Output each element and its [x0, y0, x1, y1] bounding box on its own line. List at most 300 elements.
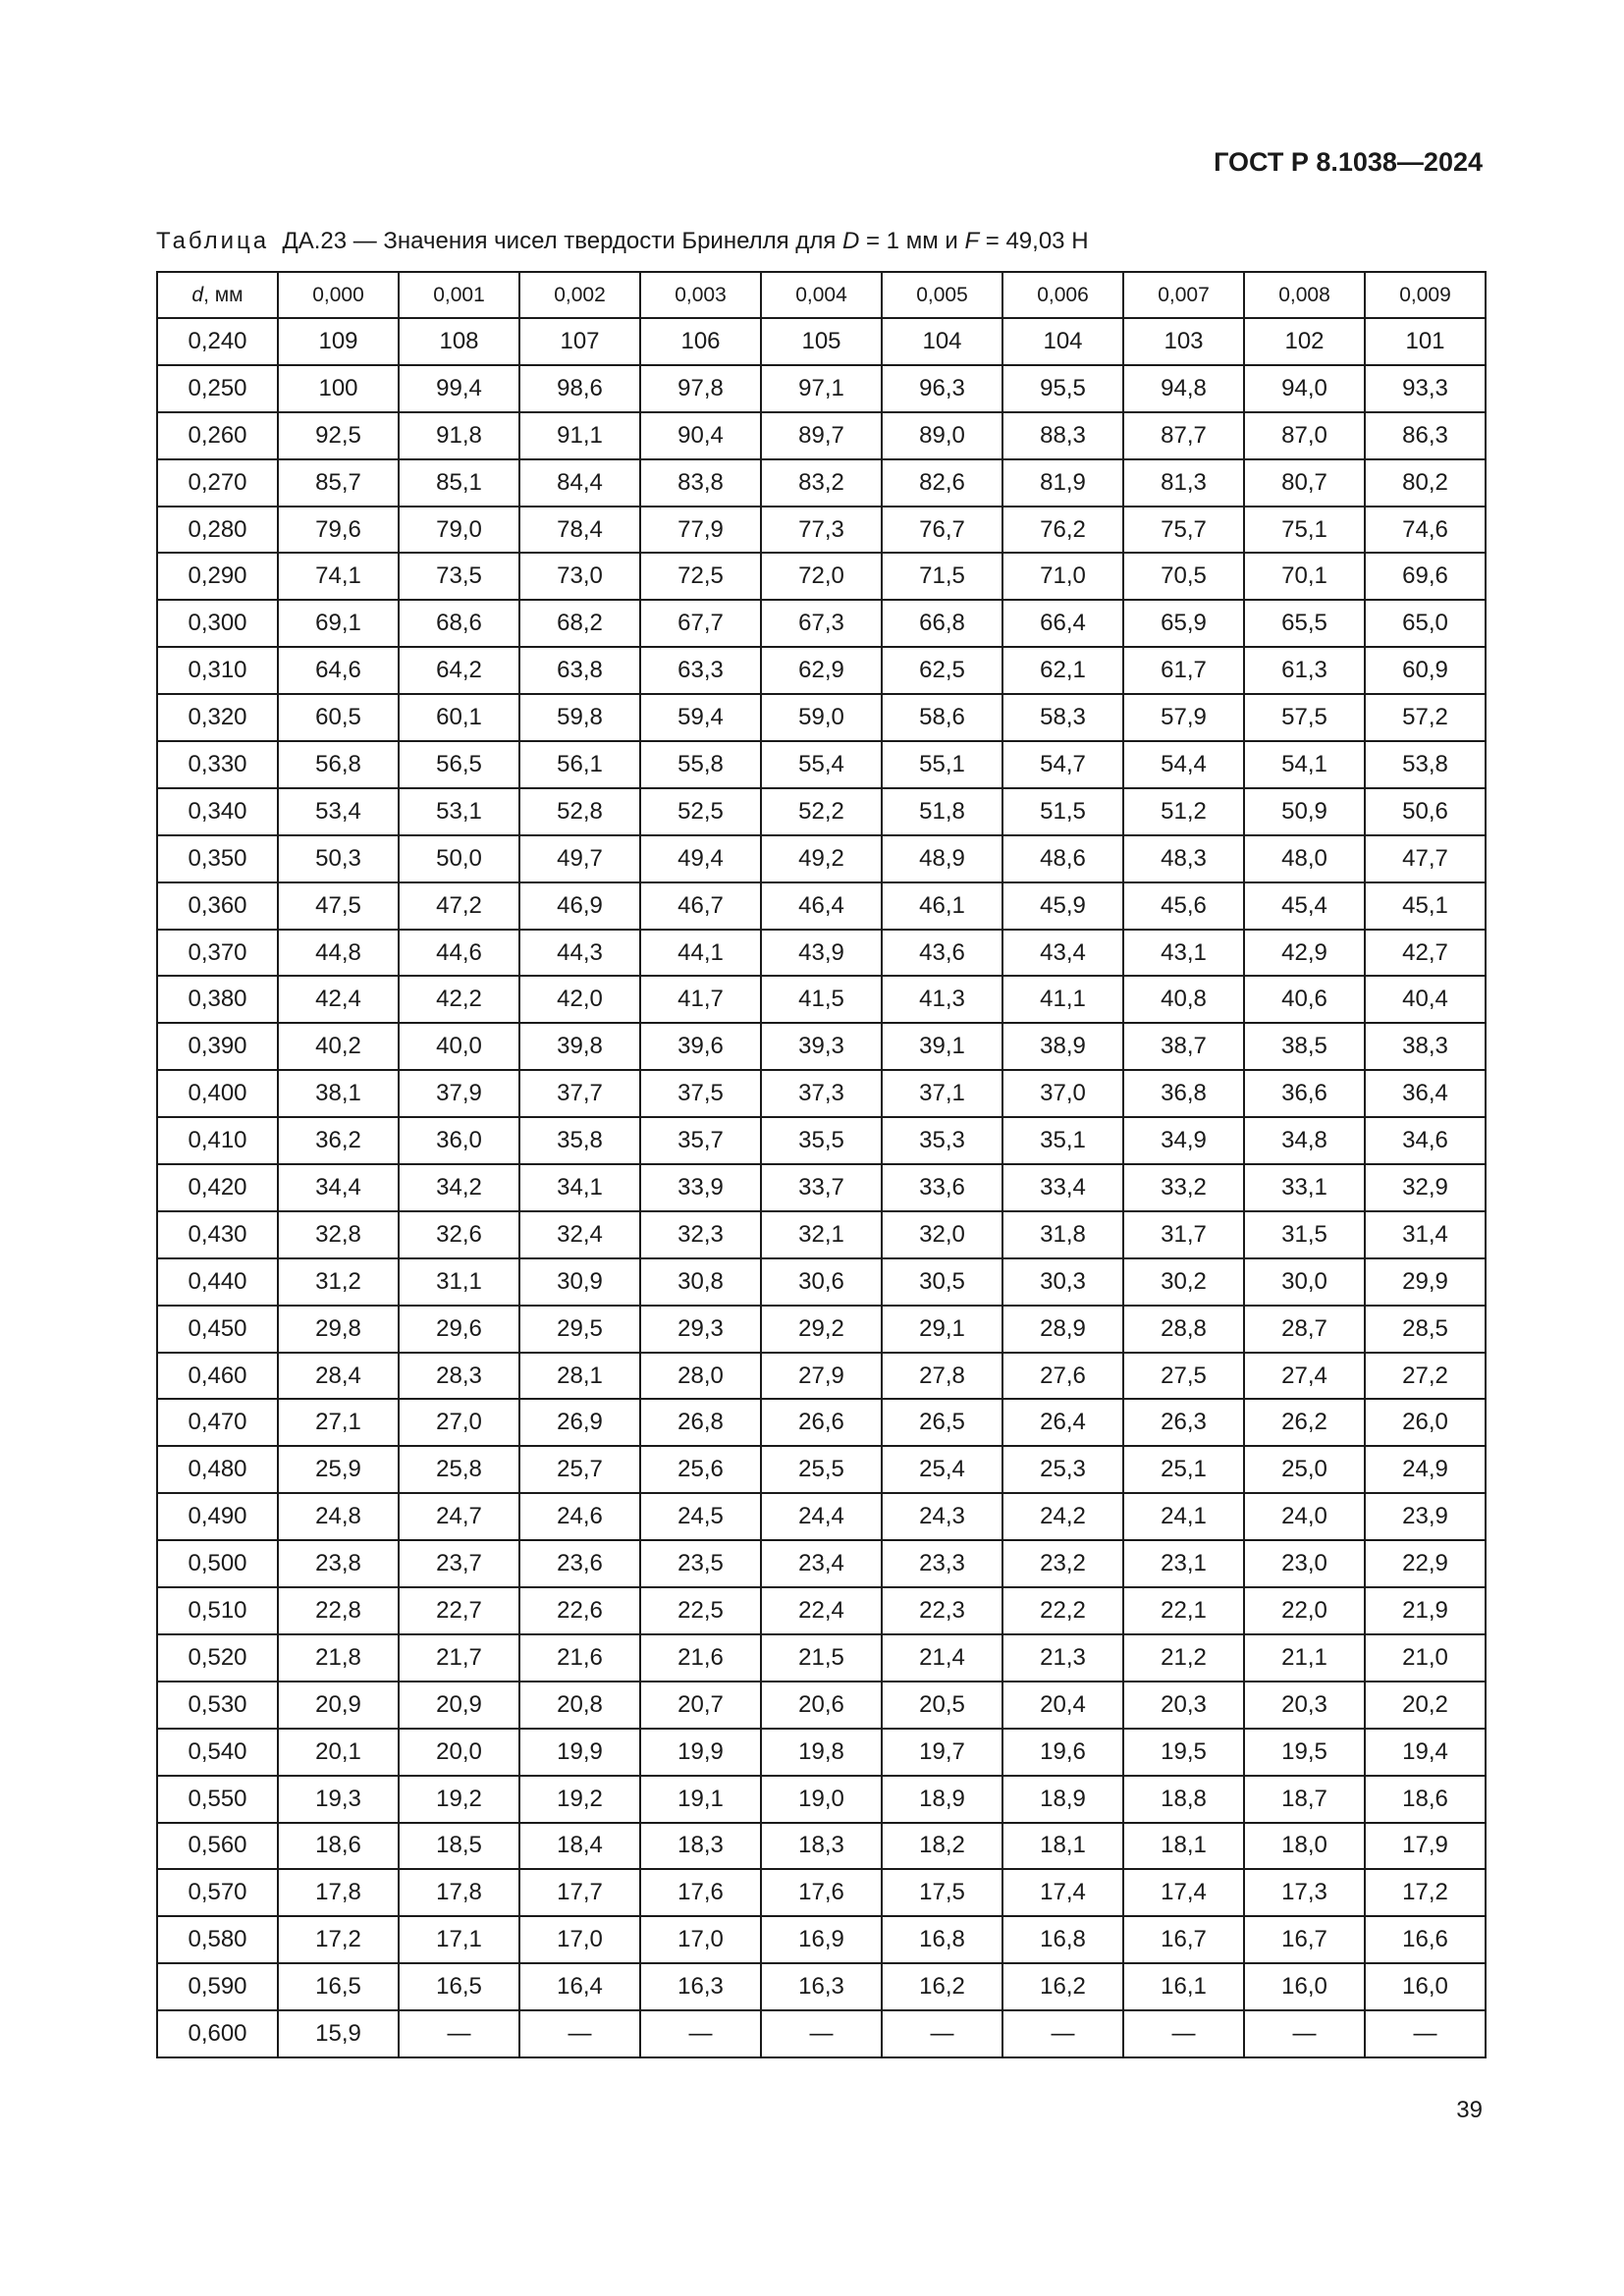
- table-cell: 24,5: [640, 1493, 761, 1540]
- table-cell: 49,2: [761, 835, 882, 882]
- table-cell: 83,8: [640, 459, 761, 507]
- table-row: [157, 694, 1486, 741]
- table-cell: 16,8: [1002, 1916, 1123, 1963]
- table-cell: 25,5: [761, 1446, 882, 1493]
- table-row: [157, 507, 1486, 554]
- table-cell: —: [519, 2010, 640, 2057]
- table-cell: 21,7: [399, 1634, 519, 1682]
- row-header-d: 0,250: [157, 365, 278, 412]
- table-cell: 25,8: [399, 1446, 519, 1493]
- table-cell: 47,7: [1365, 835, 1486, 882]
- table-cell: 22,4: [761, 1587, 882, 1634]
- table-cell: 55,4: [761, 741, 882, 788]
- table-cell: 68,2: [519, 600, 640, 647]
- table-cell: 18,7: [1244, 1776, 1365, 1823]
- table-cell: 20,0: [399, 1729, 519, 1776]
- table-row: [157, 835, 1486, 882]
- table-cell: 75,1: [1244, 507, 1365, 554]
- table-cell: 50,0: [399, 835, 519, 882]
- table-row: [157, 1070, 1486, 1117]
- table-cell: 88,3: [1002, 412, 1123, 459]
- table-cell: 74,6: [1365, 507, 1486, 554]
- table-cell: 31,4: [1365, 1211, 1486, 1258]
- table-cell: 16,5: [399, 1963, 519, 2010]
- table-cell: 60,1: [399, 694, 519, 741]
- table-cell: 34,4: [278, 1164, 399, 1211]
- table-cell: 35,3: [882, 1117, 1002, 1164]
- table-cell: 17,2: [278, 1916, 399, 1963]
- row-header-d: 0,590: [157, 1963, 278, 2010]
- table-cell: 17,0: [519, 1916, 640, 1963]
- table-cell: 25,6: [640, 1446, 761, 1493]
- table-cell: 19,6: [1002, 1729, 1123, 1776]
- table-cell: 24,7: [399, 1493, 519, 1540]
- table-row: [157, 1117, 1486, 1164]
- table-cell: 26,2: [1244, 1399, 1365, 1446]
- table-row: [157, 930, 1486, 977]
- table-cell: 16,0: [1244, 1963, 1365, 2010]
- table-cell: 70,1: [1244, 553, 1365, 600]
- table-cell: 19,9: [519, 1729, 640, 1776]
- table-cell: 27,9: [761, 1353, 882, 1400]
- table-cell: 80,2: [1365, 459, 1486, 507]
- table-cell: 45,9: [1002, 882, 1123, 930]
- table-cell: 37,3: [761, 1070, 882, 1117]
- table-cell: 51,5: [1002, 788, 1123, 835]
- table-cell: 30,0: [1244, 1258, 1365, 1306]
- table-cell: 42,4: [278, 976, 399, 1023]
- table-cell: 23,2: [1002, 1540, 1123, 1587]
- table-cell: 54,1: [1244, 741, 1365, 788]
- col-header: 0,003: [640, 272, 761, 318]
- table-cell: 19,1: [640, 1776, 761, 1823]
- table-cell: 40,4: [1365, 976, 1486, 1023]
- table-cell: 34,2: [399, 1164, 519, 1211]
- table-cell: 57,9: [1123, 694, 1244, 741]
- table-cell: 35,8: [519, 1117, 640, 1164]
- table-cell: 16,9: [761, 1916, 882, 1963]
- table-cell: 23,6: [519, 1540, 640, 1587]
- table-cell: 89,0: [882, 412, 1002, 459]
- table-cell: 73,5: [399, 553, 519, 600]
- table-cell: 17,3: [1244, 1869, 1365, 1916]
- table-cell: 18,0: [1244, 1823, 1365, 1870]
- document-header: ГОСТ Р 8.1038—2024: [1214, 147, 1483, 177]
- table-cell: 22,0: [1244, 1587, 1365, 1634]
- row-header-d: 0,570: [157, 1869, 278, 1916]
- table-cell: 46,9: [519, 882, 640, 930]
- table-cell: 109: [278, 318, 399, 365]
- table-cell: 34,9: [1123, 1117, 1244, 1164]
- table-cell: 23,3: [882, 1540, 1002, 1587]
- table-cell: 98,6: [519, 365, 640, 412]
- table-cell: 19,0: [761, 1776, 882, 1823]
- table-cell: 27,6: [1002, 1353, 1123, 1400]
- table-row: [157, 1023, 1486, 1070]
- table-cell: 17,7: [519, 1869, 640, 1916]
- table-cell: 21,8: [278, 1634, 399, 1682]
- table-cell: 23,5: [640, 1540, 761, 1587]
- table-cell: 62,5: [882, 647, 1002, 694]
- table-cell: 33,1: [1244, 1164, 1365, 1211]
- table-cell: 83,2: [761, 459, 882, 507]
- table-cell: 33,7: [761, 1164, 882, 1211]
- table-cell: 30,3: [1002, 1258, 1123, 1306]
- table-cell: 44,8: [278, 930, 399, 977]
- table-cell: 53,4: [278, 788, 399, 835]
- table-cell: 67,3: [761, 600, 882, 647]
- table-body: [157, 318, 1486, 2057]
- row-header-d: 0,380: [157, 976, 278, 1023]
- table-cell: 85,1: [399, 459, 519, 507]
- table-cell: 59,8: [519, 694, 640, 741]
- table-cell: 39,1: [882, 1023, 1002, 1070]
- table-cell: 28,4: [278, 1353, 399, 1400]
- table-cell: 18,1: [1123, 1823, 1244, 1870]
- table-cell: 104: [882, 318, 1002, 365]
- row-header-d: 0,530: [157, 1682, 278, 1729]
- table-cell: 26,8: [640, 1399, 761, 1446]
- table-cell: 20,5: [882, 1682, 1002, 1729]
- table-cell: 16,6: [1365, 1916, 1486, 1963]
- table-cell: 48,3: [1123, 835, 1244, 882]
- table-cell: 21,4: [882, 1634, 1002, 1682]
- table-cell: 31,8: [1002, 1211, 1123, 1258]
- table-cell: 23,0: [1244, 1540, 1365, 1587]
- table-cell: 61,7: [1123, 647, 1244, 694]
- table-cell: 31,7: [1123, 1211, 1244, 1258]
- table-row: [157, 741, 1486, 788]
- table-row: [157, 1682, 1486, 1729]
- table-cell: 41,3: [882, 976, 1002, 1023]
- table-cell: 97,1: [761, 365, 882, 412]
- table-cell: 64,2: [399, 647, 519, 694]
- table-cell: —: [761, 2010, 882, 2057]
- row-header-d: 0,450: [157, 1306, 278, 1353]
- table-cell: 38,1: [278, 1070, 399, 1117]
- table-cell: 21,3: [1002, 1634, 1123, 1682]
- table-cell: 24,1: [1123, 1493, 1244, 1540]
- table-row: [157, 459, 1486, 507]
- table-cell: 31,2: [278, 1258, 399, 1306]
- table-cell: 89,7: [761, 412, 882, 459]
- table-cell: 27,4: [1244, 1353, 1365, 1400]
- table-cell: 80,7: [1244, 459, 1365, 507]
- col-header: 0,008: [1244, 272, 1365, 318]
- var-f: F: [964, 228, 980, 254]
- table-cell: 47,2: [399, 882, 519, 930]
- table-cell: 18,5: [399, 1823, 519, 1870]
- table-cell: 19,9: [640, 1729, 761, 1776]
- table-cell: 37,0: [1002, 1070, 1123, 1117]
- table-cell: 19,3: [278, 1776, 399, 1823]
- table-cell: 70,5: [1123, 553, 1244, 600]
- table-cell: 20,9: [399, 1682, 519, 1729]
- table-cell: 68,6: [399, 600, 519, 647]
- row-header-d: 0,400: [157, 1070, 278, 1117]
- table-cell: 19,5: [1244, 1729, 1365, 1776]
- table-cell: 15,9: [278, 2010, 399, 2057]
- table-cell: 57,2: [1365, 694, 1486, 741]
- table-cell: 39,3: [761, 1023, 882, 1070]
- row-header-d: 0,480: [157, 1446, 278, 1493]
- row-header-d: 0,600: [157, 2010, 278, 2057]
- table-cell: 20,9: [278, 1682, 399, 1729]
- table-cell: 101: [1365, 318, 1486, 365]
- table-cell: 27,5: [1123, 1353, 1244, 1400]
- table-cell: 59,4: [640, 694, 761, 741]
- row-header-d: 0,500: [157, 1540, 278, 1587]
- table-cell: 73,0: [519, 553, 640, 600]
- table-cell: 52,5: [640, 788, 761, 835]
- table-cell: 46,1: [882, 882, 1002, 930]
- table-cell: 24,6: [519, 1493, 640, 1540]
- row-header-d: 0,360: [157, 882, 278, 930]
- table-cell: 108: [399, 318, 519, 365]
- table-cell: 22,8: [278, 1587, 399, 1634]
- table-cell: —: [1123, 2010, 1244, 2057]
- table-cell: 24,3: [882, 1493, 1002, 1540]
- row-header-d: 0,470: [157, 1399, 278, 1446]
- table-cell: 86,3: [1365, 412, 1486, 459]
- table-cell: 53,8: [1365, 741, 1486, 788]
- table-cell: 37,9: [399, 1070, 519, 1117]
- table-cell: 23,8: [278, 1540, 399, 1587]
- table-cell: 20,3: [1123, 1682, 1244, 1729]
- table-cell: 18,9: [882, 1776, 1002, 1823]
- table-cell: 46,7: [640, 882, 761, 930]
- table-cell: 62,1: [1002, 647, 1123, 694]
- row-header-d: 0,350: [157, 835, 278, 882]
- table-cell: 71,5: [882, 553, 1002, 600]
- table-cell: 35,7: [640, 1117, 761, 1164]
- row-header-d: 0,310: [157, 647, 278, 694]
- table-row: [157, 412, 1486, 459]
- table-cell: 39,8: [519, 1023, 640, 1070]
- table-cell: 81,3: [1123, 459, 1244, 507]
- page-number: 39: [1456, 2097, 1483, 2123]
- table-cell: 72,0: [761, 553, 882, 600]
- table-cell: 32,8: [278, 1211, 399, 1258]
- table-cell: 100: [278, 365, 399, 412]
- table-caption: [156, 228, 1089, 255]
- table-cell: 41,7: [640, 976, 761, 1023]
- table-cell: 66,8: [882, 600, 1002, 647]
- table-cell: 96,3: [882, 365, 1002, 412]
- table-cell: 26,0: [1365, 1399, 1486, 1446]
- table-row: [157, 1869, 1486, 1916]
- table-cell: 25,4: [882, 1446, 1002, 1493]
- table-cell: —: [1244, 2010, 1365, 2057]
- table-cell: 38,3: [1365, 1023, 1486, 1070]
- table-cell: 65,0: [1365, 600, 1486, 647]
- table-cell: 48,9: [882, 835, 1002, 882]
- table-cell: 33,4: [1002, 1164, 1123, 1211]
- table-cell: 23,9: [1365, 1493, 1486, 1540]
- table-row: [157, 1493, 1486, 1540]
- table-caption-label: Таблица: [156, 228, 270, 254]
- col-header: 0,007: [1123, 272, 1244, 318]
- row-header-d: 0,510: [157, 1587, 278, 1634]
- table-cell: 43,1: [1123, 930, 1244, 977]
- table-cell: 41,5: [761, 976, 882, 1023]
- table-header-row: [157, 272, 1486, 318]
- table-cell: 52,8: [519, 788, 640, 835]
- hardness-table-wrap: [156, 271, 1487, 2058]
- table-cell: 91,1: [519, 412, 640, 459]
- table-cell: 57,5: [1244, 694, 1365, 741]
- row-header-d: 0,330: [157, 741, 278, 788]
- table-row: [157, 318, 1486, 365]
- table-row: [157, 1306, 1486, 1353]
- table-cell: 51,8: [882, 788, 1002, 835]
- table-cell: 92,5: [278, 412, 399, 459]
- table-cell: 16,1: [1123, 1963, 1244, 2010]
- row-header-d: 0,440: [157, 1258, 278, 1306]
- table-cell: 99,4: [399, 365, 519, 412]
- row-header-d: 0,290: [157, 553, 278, 600]
- table-cell: 40,2: [278, 1023, 399, 1070]
- table-cell: 26,9: [519, 1399, 640, 1446]
- table-cell: 26,6: [761, 1399, 882, 1446]
- table-cell: 65,5: [1244, 600, 1365, 647]
- table-cell: 47,5: [278, 882, 399, 930]
- row-header-d: 0,520: [157, 1634, 278, 1682]
- table-cell: 35,1: [1002, 1117, 1123, 1164]
- table-cell: —: [1365, 2010, 1486, 2057]
- table-cell: 27,0: [399, 1399, 519, 1446]
- table-cell: 20,2: [1365, 1682, 1486, 1729]
- table-cell: 27,2: [1365, 1353, 1486, 1400]
- table-cell: 31,5: [1244, 1211, 1365, 1258]
- table-cell: 19,8: [761, 1729, 882, 1776]
- table-cell: 27,1: [278, 1399, 399, 1446]
- table-cell: 27,8: [882, 1353, 1002, 1400]
- row-header-d: 0,260: [157, 412, 278, 459]
- table-row: [157, 882, 1486, 930]
- hardness-table: [156, 271, 1487, 2058]
- table-cell: 33,2: [1123, 1164, 1244, 1211]
- table-cell: 17,4: [1123, 1869, 1244, 1916]
- table-cell: 103: [1123, 318, 1244, 365]
- table-cell: 34,1: [519, 1164, 640, 1211]
- table-cell: 50,9: [1244, 788, 1365, 835]
- table-row: [157, 1634, 1486, 1682]
- table-cell: 19,5: [1123, 1729, 1244, 1776]
- table-cell: 61,3: [1244, 647, 1365, 694]
- table-row: [157, 1353, 1486, 1400]
- table-cell: 55,1: [882, 741, 1002, 788]
- table-cell: 16,3: [761, 1963, 882, 2010]
- var-d-capital: D: [841, 228, 860, 254]
- table-cell: 25,7: [519, 1446, 640, 1493]
- table-row: [157, 1776, 1486, 1823]
- table-cell: 94,8: [1123, 365, 1244, 412]
- table-cell: 22,6: [519, 1587, 640, 1634]
- table-cell: 102: [1244, 318, 1365, 365]
- table-cell: 52,2: [761, 788, 882, 835]
- table-cell: 22,7: [399, 1587, 519, 1634]
- table-row: [157, 647, 1486, 694]
- table-cell: 25,0: [1244, 1446, 1365, 1493]
- table-cell: 42,2: [399, 976, 519, 1023]
- table-cell: 29,6: [399, 1306, 519, 1353]
- row-header-d: 0,550: [157, 1776, 278, 1823]
- table-cell: 17,6: [761, 1869, 882, 1916]
- table-cell: 28,1: [519, 1353, 640, 1400]
- table-cell: 38,9: [1002, 1023, 1123, 1070]
- row-header-d: 0,560: [157, 1823, 278, 1870]
- table-cell: 58,6: [882, 694, 1002, 741]
- table-cell: 40,6: [1244, 976, 1365, 1023]
- table-cell: 26,3: [1123, 1399, 1244, 1446]
- col-header: 0,005: [882, 272, 1002, 318]
- table-cell: 34,6: [1365, 1117, 1486, 1164]
- row-header-d: 0,540: [157, 1729, 278, 1776]
- table-cell: 82,6: [882, 459, 1002, 507]
- table-cell: 54,7: [1002, 741, 1123, 788]
- table-cell: 20,8: [519, 1682, 640, 1729]
- table-cell: 33,6: [882, 1164, 1002, 1211]
- table-cell: 17,2: [1365, 1869, 1486, 1916]
- table-cell: 79,0: [399, 507, 519, 554]
- table-row: [157, 2010, 1486, 2057]
- table-cell: 36,6: [1244, 1070, 1365, 1117]
- table-cell: 29,8: [278, 1306, 399, 1353]
- table-cell: 32,1: [761, 1211, 882, 1258]
- table-cell: 43,6: [882, 930, 1002, 977]
- table-cell: 41,1: [1002, 976, 1123, 1023]
- table-cell: 104: [1002, 318, 1123, 365]
- table-cell: 72,5: [640, 553, 761, 600]
- table-cell: 24,8: [278, 1493, 399, 1540]
- table-cell: 20,1: [278, 1729, 399, 1776]
- table-cell: 26,4: [1002, 1399, 1123, 1446]
- table-cell: 18,8: [1123, 1776, 1244, 1823]
- table-cell: 49,7: [519, 835, 640, 882]
- table-row: [157, 1540, 1486, 1587]
- table-cell: 55,8: [640, 741, 761, 788]
- table-cell: 45,1: [1365, 882, 1486, 930]
- table-cell: 56,5: [399, 741, 519, 788]
- table-row: [157, 1446, 1486, 1493]
- table-cell: 84,4: [519, 459, 640, 507]
- table-cell: 17,1: [399, 1916, 519, 1963]
- table-cell: 19,4: [1365, 1729, 1486, 1776]
- col-header-d: d, мм: [157, 272, 278, 318]
- table-cell: 36,8: [1123, 1070, 1244, 1117]
- table-cell: 40,8: [1123, 976, 1244, 1023]
- row-header-d: 0,390: [157, 1023, 278, 1070]
- table-cell: 28,9: [1002, 1306, 1123, 1353]
- table-cell: 29,2: [761, 1306, 882, 1353]
- table-cell: 63,8: [519, 647, 640, 694]
- table-cell: 25,3: [1002, 1446, 1123, 1493]
- table-cell: 28,5: [1365, 1306, 1486, 1353]
- table-cell: 24,2: [1002, 1493, 1123, 1540]
- table-cell: 105: [761, 318, 882, 365]
- table-cell: 30,2: [1123, 1258, 1244, 1306]
- row-header-d: 0,410: [157, 1117, 278, 1164]
- col-header: 0,006: [1002, 272, 1123, 318]
- table-cell: 20,6: [761, 1682, 882, 1729]
- table-cell: 29,5: [519, 1306, 640, 1353]
- row-header-d: 0,320: [157, 694, 278, 741]
- table-cell: 77,9: [640, 507, 761, 554]
- table-cell: 26,5: [882, 1399, 1002, 1446]
- row-header-d: 0,270: [157, 459, 278, 507]
- table-cell: 91,8: [399, 412, 519, 459]
